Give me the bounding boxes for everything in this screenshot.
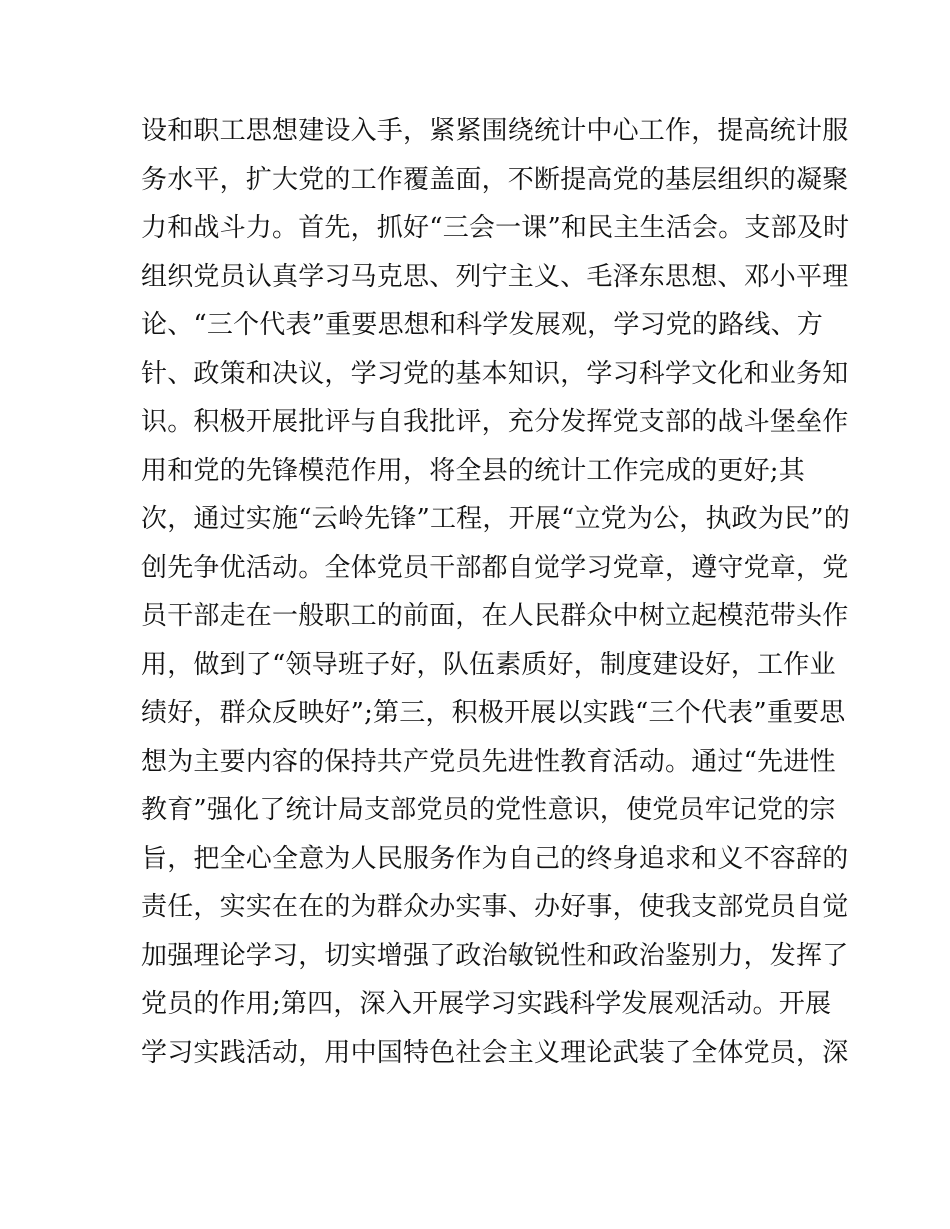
text-line-4: 组织党员认真学习马克思、列宁主义、毛泽东思想、邓小平理 <box>141 261 849 292</box>
text-line-11: 员干部走在一般职工的前面，在人民群众中树立起模范带头作 <box>141 601 849 631</box>
text-line-6: 针、政策和决议，学习党的基本知识，学习科学文化和业务知 <box>141 358 849 389</box>
text-line-14: 想为主要内容的保持共产党员先进性教育活动。通过“先进性 <box>141 746 836 777</box>
text-line-16: 旨，把全心全意为人民服务作为自己的终身追求和义不容辞的 <box>141 843 849 874</box>
text-line-9: 次，通过实施“云岭先锋”工程，开展“立党为公，执政为民”的 <box>141 504 850 534</box>
text-line-7: 识。积极开展批评与自我批评，充分发挥党支部的战斗堡垒作 <box>141 407 849 437</box>
text-line-19: 党员的作用;第四，深入开展学习实践科学发展观活动。开展 <box>141 989 832 1019</box>
body-paragraph <box>141 107 850 1077</box>
text-line-2: 务水平，扩大党的工作覆盖面，不断提高党的基层组织的凝聚 <box>141 164 849 195</box>
text-line-12: 用，做到了“领导班子好，队伍素质好，制度建设好，工作业 <box>141 649 836 680</box>
text-line-13: 绩好，群众反映好”;第三，积极开展以实践“三个代表”重要思 <box>141 698 846 728</box>
text-line-10: 创先争优活动。全体党员干部都自觉学习党章，遵守党章，党 <box>141 552 849 583</box>
text-line-20: 学习实践活动，用中国特色社会主义理论武装了全体党员，深 <box>141 1037 849 1068</box>
text-line-8: 用和党的先锋模范作用，将全县的统计工作完成的更好;其 <box>141 455 805 486</box>
text-line-3: 力和战斗力。首先，抓好“三会一课”和民主生活会。支部及时 <box>141 213 850 243</box>
text-line-17: 责任，实实在在的为群众办实事、办好事，使我支部党员自觉 <box>141 892 849 922</box>
text-line-5: 论、“三个代表”重要思想和科学发展观，学习党的路线、方 <box>141 310 823 340</box>
text-line-18: 加强理论学习，切实增强了政治敏锐性和政治鉴别力，发挥了 <box>141 940 849 971</box>
text-line-1: 设和职工思想建设入手，紧紧围绕统计中心工作，提高统计服 <box>141 116 849 146</box>
text-line-15: 教育”强化了统计局支部党员的党性意识，使党员牢记党的宗 <box>141 795 836 825</box>
